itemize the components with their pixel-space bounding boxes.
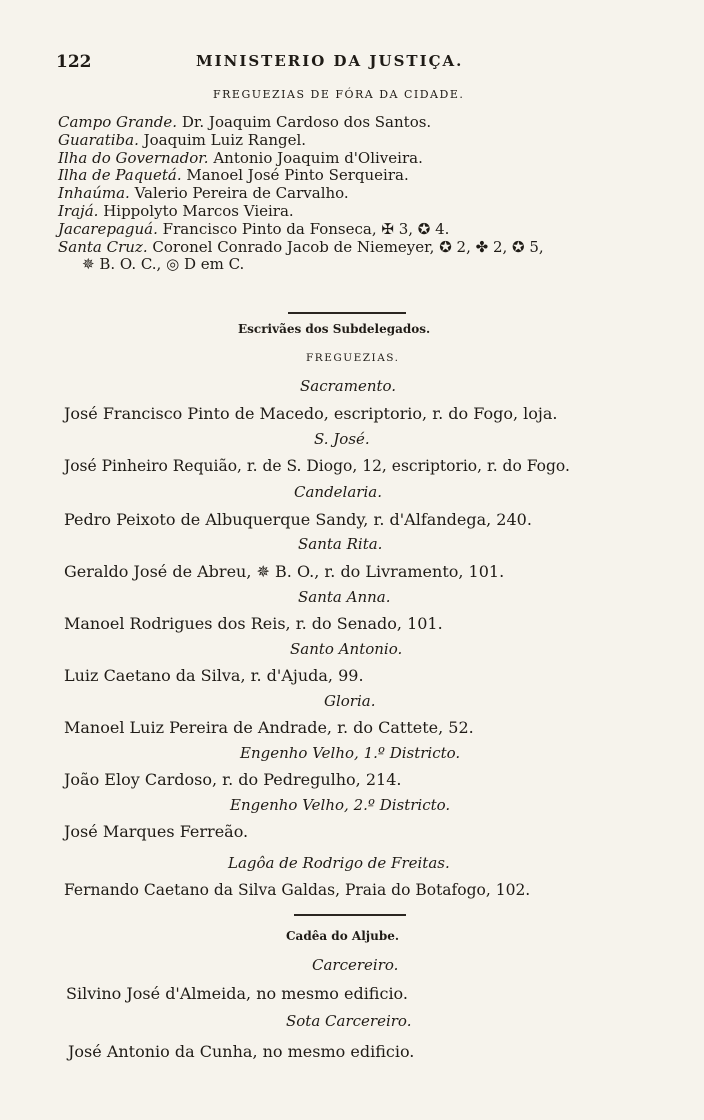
official-name: Valerio Pereira de Carvalho. — [134, 184, 349, 203]
clerk-entry: Manoel Luiz Pereira de Andrade, r. do Cattete, 52. — [64, 718, 474, 737]
official-name: Manoel José Pinto Serqueira. — [186, 166, 409, 185]
clerk-entry: José Francisco Pinto de Macedo, escriptorio, r. do Fogo, loja. — [64, 404, 558, 423]
official-name: Dr. Joaquim Cardoso dos Santos. — [181, 113, 432, 131]
parish-heading: Candelaria. — [294, 483, 382, 501]
page-number: 122 — [56, 52, 92, 72]
official-name: Antonio Joaquim d'Oliveira. — [213, 148, 423, 167]
clerk-entry: Fernando Caetano da Silva Galdas, Praia do Botafogo, 102. — [64, 881, 531, 899]
list-item-continuation — [58, 256, 678, 274]
clerk-entry: José Pinheiro Requião, r. de S. Diogo, 12, escriptorio, r. do Fogo. — [64, 457, 570, 475]
list-item — [58, 203, 678, 221]
role-heading: Carcereiro. — [312, 956, 399, 974]
parish-name: Inhaúma. — [58, 184, 130, 203]
list-item — [58, 167, 678, 185]
list-item — [58, 132, 678, 150]
parish-name: Ilha de Paquetá. — [58, 166, 182, 185]
clerk-entry: João Eloy Cardoso, r. do Pedregulho, 214. — [64, 770, 402, 789]
parish-name: Santa Cruz. — [58, 237, 148, 256]
subsection-heading: FREGUEZIAS DE FÓRA DA CIDADE. — [213, 88, 465, 101]
parish-heading: S. José. — [314, 430, 370, 448]
staff-entry: José Antonio da Cunha, no mesmo edificio. — [68, 1042, 415, 1061]
role-heading: Sota Carcereiro. — [286, 1012, 412, 1030]
parish-heading: Engenho Velho, 2.º Districto. — [230, 796, 451, 814]
section-divider — [294, 914, 406, 916]
clerk-entry: Luiz Caetano da Silva, r. d'Ajuda, 99. — [64, 666, 364, 685]
parish-heading: Santo Antonio. — [290, 640, 403, 658]
parish-heading: Santa Anna. — [298, 588, 391, 606]
parish-heading: Lagôa de Rodrigo de Freitas. — [228, 854, 450, 872]
parish-name: Ilha do Governador. — [58, 148, 209, 167]
list-item — [58, 239, 678, 257]
official-name: Coronel Conrado Jacob de Niemeyer, ✪ 2, ✤ 2, ✪ 5, — [152, 237, 544, 256]
parish-heading: Engenho Velho, 1.º Districto. — [240, 744, 461, 762]
parish-heading: Gloria. — [324, 692, 376, 710]
official-honours: ✵ B. O. C., ◎ D em C. — [82, 255, 245, 274]
parish-name: Campo Grande. — [58, 113, 178, 131]
section-title-cadea: Cadêa do Aljube. — [286, 929, 400, 943]
official-name: Francisco Pinto da Fonseca, ✠ 3, ✪ 4. — [162, 219, 450, 238]
staff-entry: Silvino José d'Almeida, no mesmo edificio. — [66, 984, 408, 1003]
parish-name: Irajá. — [58, 201, 99, 220]
section-title-escrivaes: Escrivães dos Subdelegados. — [238, 322, 431, 336]
official-name: Joaquim Luiz Rangel. — [143, 130, 307, 149]
clerk-entry: Geraldo José de Abreu, ✵ B. O., r. do Livramento, 101. — [64, 562, 505, 581]
section-subtitle-freguezias: FREGUEZIAS. — [306, 352, 400, 364]
parish-name: Jacarepaguá. — [58, 219, 158, 238]
parish-name: Guaratiba. — [58, 130, 139, 149]
list-item — [58, 150, 678, 168]
list-item — [58, 185, 678, 203]
parish-heading: Santa Rita. — [298, 535, 383, 553]
running-title: MINISTERIO DA JUSTIÇA. — [196, 52, 464, 70]
clerk-entry: Pedro Peixoto de Albuquerque Sandy, r. d'Alfandega, 240. — [64, 510, 532, 529]
clerk-entry: Manoel Rodrigues dos Reis, r. do Senado, 101. — [64, 614, 443, 633]
list-item — [58, 221, 678, 239]
page-header — [56, 52, 486, 74]
parish-heading: Sacramento. — [300, 377, 397, 395]
list-item — [58, 114, 678, 132]
clerk-entry: José Marques Ferreão. — [64, 822, 249, 841]
section-divider — [288, 312, 406, 314]
outer-parishes-list — [58, 114, 678, 274]
official-name: Hippolyto Marcos Vieira. — [103, 201, 294, 220]
